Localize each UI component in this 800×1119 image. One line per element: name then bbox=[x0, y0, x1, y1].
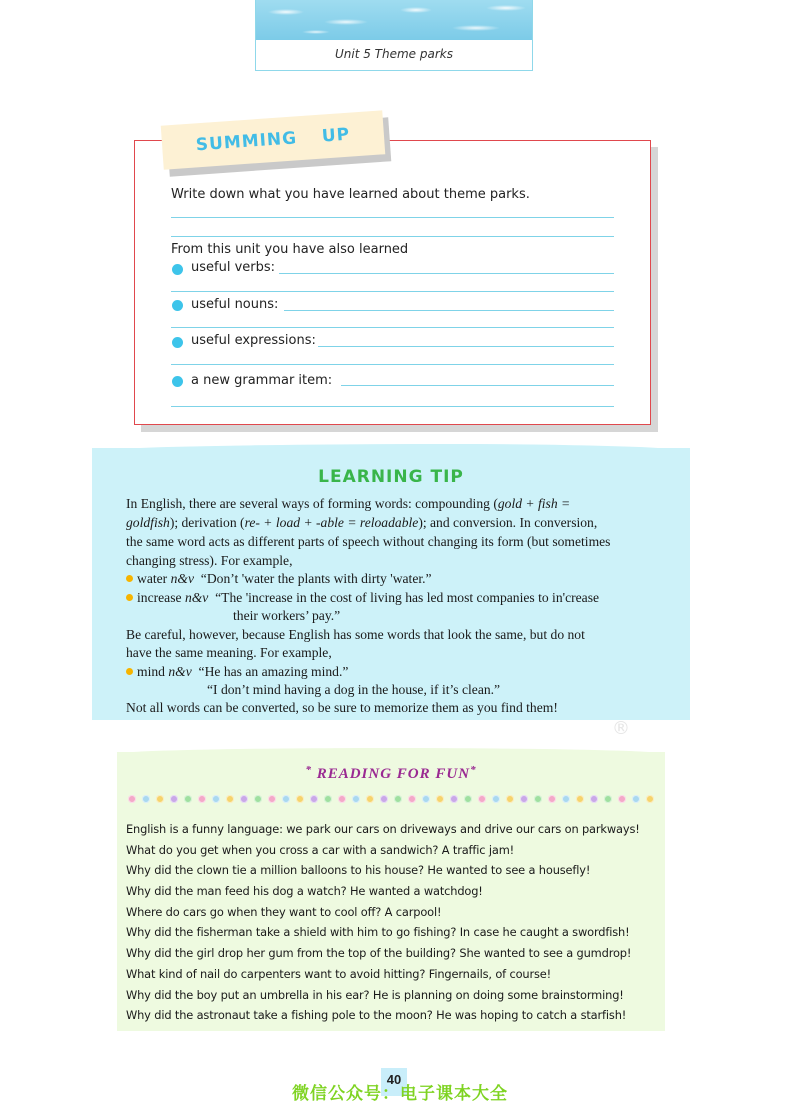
tip-line: “I don’t mind having a dog in the house, if it’s clean.” bbox=[207, 682, 501, 697]
flower-icon bbox=[364, 793, 378, 805]
summing-up-instruction: Write down what you have learned about theme parks. bbox=[171, 187, 530, 202]
flower-icon bbox=[266, 793, 280, 805]
water-banner-image bbox=[256, 0, 532, 40]
joke-line: What do you get when you cross a car with a sandwich? A traffic jam! bbox=[126, 843, 515, 857]
flower-icon bbox=[644, 793, 658, 805]
flower-border-decoration bbox=[126, 793, 658, 805]
flower-icon bbox=[406, 793, 420, 805]
flower-icon bbox=[280, 793, 294, 805]
flower-icon bbox=[322, 793, 336, 805]
grammar-item-line[interactable] bbox=[341, 385, 614, 386]
registered-watermark: ® bbox=[612, 718, 630, 739]
bullet-dot-icon bbox=[126, 668, 133, 675]
unit-header bbox=[255, 0, 533, 71]
flower-icon bbox=[504, 793, 518, 805]
useful-nouns-label: useful nouns: bbox=[191, 297, 279, 312]
joke-line: What kind of nail do carpenters want to avoid hitting? Fingernails, of course! bbox=[126, 967, 552, 981]
also-learned-label: From this unit you have also learned bbox=[171, 242, 409, 257]
bullet-icon bbox=[172, 300, 183, 311]
learning-tip-title: LEARNING TIP bbox=[318, 467, 464, 487]
flower-icon bbox=[238, 793, 252, 805]
flower-icon bbox=[616, 793, 630, 805]
answer-line[interactable] bbox=[171, 291, 614, 292]
flower-icon bbox=[476, 793, 490, 805]
answer-line[interactable] bbox=[171, 327, 614, 328]
summing-up-heading: SUMMING UP bbox=[195, 124, 351, 156]
flower-icon bbox=[294, 793, 308, 805]
joke-line: Why did the fisherman take a shield with him to go fishing? In case he caught a swordfish! bbox=[126, 925, 630, 939]
bullet-icon bbox=[172, 264, 183, 275]
joke-line: English is a funny language: we park our cars on driveways and drive our cars on parkways! bbox=[126, 822, 640, 836]
flower-icon bbox=[462, 793, 476, 805]
flower-icon bbox=[560, 793, 574, 805]
bullet-dot-icon bbox=[126, 575, 133, 582]
joke-line: Why did the astronaut take a fishing pole to the moon? He was hoping to catch a starfish! bbox=[126, 1008, 627, 1022]
useful-expressions-line[interactable] bbox=[318, 346, 614, 347]
flower-icon bbox=[392, 793, 406, 805]
flower-icon bbox=[210, 793, 224, 805]
flower-icon bbox=[602, 793, 616, 805]
flower-icon bbox=[420, 793, 434, 805]
flower-icon bbox=[630, 793, 644, 805]
flower-icon bbox=[182, 793, 196, 805]
bullet-icon bbox=[172, 376, 183, 387]
star-icon: * bbox=[470, 764, 477, 776]
flower-icon bbox=[350, 793, 364, 805]
flower-icon bbox=[574, 793, 588, 805]
tip-line: have the same meaning. For example, bbox=[126, 645, 332, 660]
unit-title: Unit 5 Theme parks bbox=[334, 47, 453, 61]
useful-nouns-line[interactable] bbox=[284, 310, 614, 311]
useful-expressions-label: useful expressions: bbox=[191, 333, 316, 348]
flower-icon bbox=[490, 793, 504, 805]
joke-line: Why did the girl drop her gum from the top of the building? She wanted to see a gumdrop! bbox=[126, 946, 632, 960]
tip-example-increase: increase n&v “The 'increase in the cost of living has led most companies to in'crease bbox=[126, 590, 599, 606]
flower-icon bbox=[336, 793, 350, 805]
flower-icon bbox=[588, 793, 602, 805]
answer-line[interactable] bbox=[171, 217, 614, 218]
tip-line: Not all words can be converted, so be sure to memorize them as you find them! bbox=[126, 700, 558, 715]
flower-icon bbox=[154, 793, 168, 805]
flower-icon bbox=[378, 793, 392, 805]
joke-line: Why did the boy put an umbrella in his ear? He is planning on doing some brainstorming! bbox=[126, 988, 624, 1002]
tip-line: Be careful, however, because English has some words that look the same, but do not bbox=[126, 627, 585, 642]
grammar-item-label: a new grammar item: bbox=[191, 373, 333, 388]
reading-for-fun-title: * READING FOR FUN* bbox=[305, 764, 477, 782]
tip-line: In English, there are several ways of forming words: compounding (gold + fish = bbox=[126, 496, 571, 511]
flower-icon bbox=[168, 793, 182, 805]
page-number: 40 bbox=[381, 1068, 407, 1096]
flower-icon bbox=[224, 793, 238, 805]
flower-icon bbox=[126, 793, 140, 805]
joke-line: Why did the man feed his dog a watch? He wanted a watchdog! bbox=[126, 884, 483, 898]
footer-wechat-text: 微信公众号：电子课本大全 bbox=[292, 1084, 508, 1104]
flower-icon bbox=[448, 793, 462, 805]
flower-icon bbox=[532, 793, 546, 805]
flower-icon bbox=[546, 793, 560, 805]
tip-line: their workers’ pay.” bbox=[233, 608, 341, 623]
tip-example-water: water n&v “Don’t 'water the plants with dirty 'water.” bbox=[126, 571, 432, 587]
joke-line: Where do cars go when they want to cool off? A carpool! bbox=[126, 905, 442, 919]
flower-icon bbox=[434, 793, 448, 805]
flower-icon bbox=[308, 793, 322, 805]
star-icon: * bbox=[305, 764, 312, 776]
tip-line: the same word acts as different parts of speech without changing its form (but sometimes bbox=[126, 534, 611, 549]
answer-line[interactable] bbox=[171, 364, 614, 365]
useful-verbs-line[interactable] bbox=[279, 273, 614, 274]
tip-example-mind: mind n&v “He has an amazing mind.” bbox=[126, 664, 348, 680]
joke-line: Why did the clown tie a million balloons to his house? He wanted to see a housefly! bbox=[126, 863, 591, 877]
flower-icon bbox=[518, 793, 532, 805]
bullet-dot-icon bbox=[126, 594, 133, 601]
useful-verbs-label: useful verbs: bbox=[191, 260, 276, 275]
bullet-icon bbox=[172, 337, 183, 348]
flower-icon bbox=[252, 793, 266, 805]
answer-line[interactable] bbox=[171, 406, 614, 407]
flower-icon bbox=[196, 793, 210, 805]
tip-line: goldfish); derivation (re- + load + -able = reloadable); and conversion. In conversion, bbox=[126, 515, 598, 530]
tip-line: changing stress). For example, bbox=[126, 553, 293, 568]
flower-icon bbox=[140, 793, 154, 805]
answer-line[interactable] bbox=[171, 236, 614, 237]
